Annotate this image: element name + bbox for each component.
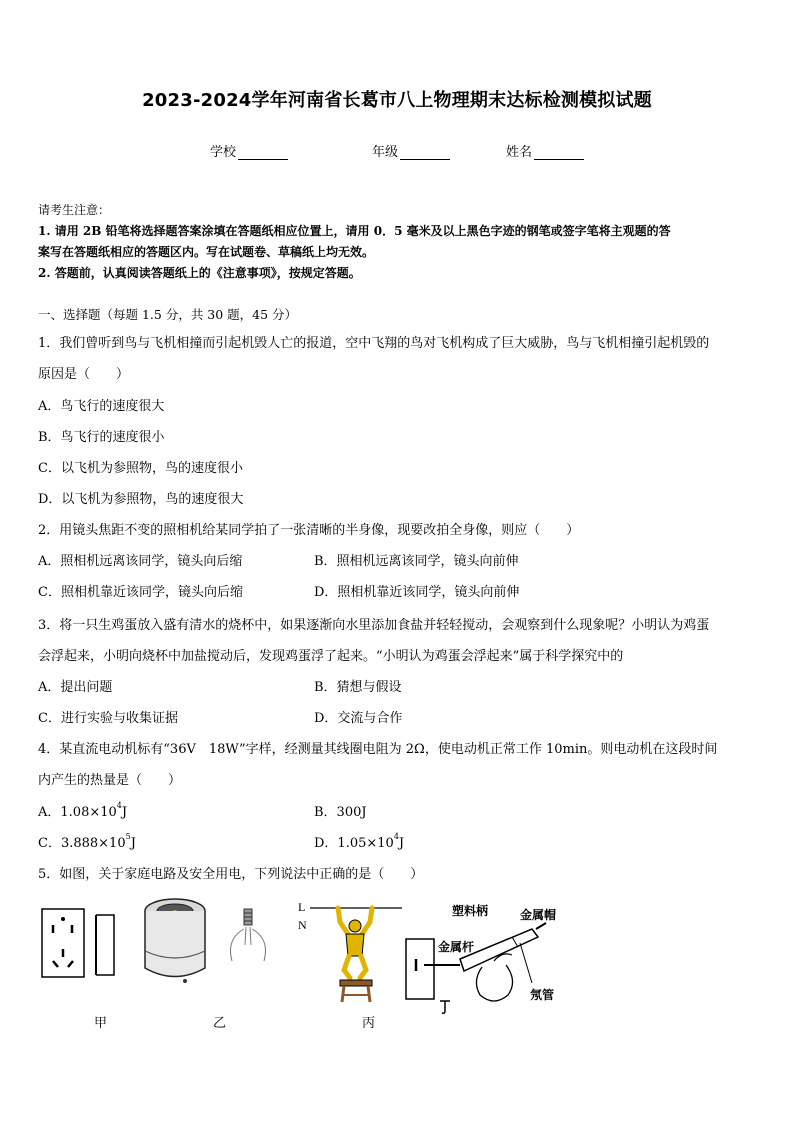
school-blank[interactable] (238, 145, 288, 160)
q4-option-a[interactable] (38, 801, 127, 820)
q4-c-text: C．3.888×10 (38, 836, 126, 851)
student-info-row (0, 141, 794, 163)
name-field[interactable] (506, 141, 584, 160)
person-legs (344, 956, 366, 978)
notice-block (38, 200, 758, 284)
q1-option-c[interactable]: C．以飞机为参照物，鸟的速度很小 (38, 461, 243, 476)
person-left-arm (338, 908, 348, 934)
person-right-arm (362, 908, 372, 934)
section-heading: 一、选择题（每题 1.5 分，共 30 题，45 分） (38, 307, 298, 322)
lamp-holder-screw (183, 979, 187, 983)
q3-stem-b: 会浮起来，小明向烧杯中加盐搅动后，发现鸡蛋浮了起来。“小明认为鸡蛋会浮起来”属于科学探究中的 (38, 649, 624, 664)
socket-figure (38, 905, 122, 981)
q3-option-b[interactable]: B．猜想与假设 (314, 680, 402, 695)
switch-outline (96, 915, 114, 975)
socket-dot (61, 917, 65, 921)
q4-stem-b: 内产生的热量是（ ） (38, 773, 182, 788)
q3-option-d[interactable]: D．交流与合作 (314, 711, 403, 726)
figure-label-jia: 甲 (94, 1016, 108, 1031)
pen-label-metal-rod: 金属杆 (438, 940, 475, 954)
q4-c-exp: 5 (125, 832, 131, 841)
q1-stem-b: 原因是（ ） (38, 367, 130, 382)
q3-option-c[interactable]: C．进行实验与收集证据 (38, 711, 178, 726)
q1-option-b[interactable]: B．鸟飞行的速度很小 (38, 430, 165, 445)
grade-blank[interactable] (400, 145, 450, 160)
q4-a-exp: 4 (116, 801, 122, 810)
person-body (346, 934, 364, 956)
grade-label: 年级 (372, 145, 399, 160)
person-stool-figure (310, 900, 405, 1005)
q2-option-c[interactable]: C．照相机靠近该同学，镜头向后缩 (38, 585, 243, 600)
notice-item-1b: 案写在答题纸相应的答题区内。写在试题卷、草稿纸上均无效。 (38, 245, 375, 259)
q2-stem: 2．用镜头焦距不变的照相机给某同学拍了一张清晰的半身像，现要改拍全身像，则应（ ） (38, 523, 580, 538)
pen-label-metal-cap: 金属帽 (520, 908, 557, 922)
lamp-holder-body (145, 911, 205, 977)
q4-a-unit: J (121, 805, 128, 820)
bulb-filament-right (250, 927, 251, 945)
q2-option-a[interactable]: A．照相机远离该同学，镜头向后缩 (38, 554, 243, 569)
wire-label-n: N (298, 918, 307, 932)
q4-d-exp: 4 (393, 832, 399, 841)
bulb-filament-left (245, 927, 246, 945)
pen-label-plastic: 塑料柄 (452, 904, 489, 918)
q4-c-unit: J (130, 836, 136, 851)
bulb-glass (231, 929, 266, 961)
person-head (349, 920, 361, 932)
name-blank[interactable] (534, 145, 584, 160)
pen-socket-plate (406, 939, 434, 999)
q2-option-b[interactable]: B．照相机远离该同学，镜头向前伸 (314, 554, 519, 569)
pen-tube-pointer (520, 943, 532, 983)
pen-cap (536, 923, 546, 929)
q4-stem-a: 4．某直流电动机标有“36V 18W”字样，经测量其线圈电阻为 2Ω，使电动机正常工作 10min。则电动机在这段时间 (38, 742, 718, 757)
test-pen-figure (402, 915, 572, 1015)
q5-stem: 5．如图，关于家庭电路及安全用电，下列说法中正确的是（ ） (38, 867, 424, 882)
figure-label-bing: 丙 (362, 1016, 376, 1031)
q4-a-text: A．1.08×10 (38, 805, 117, 820)
socket-slot-l2 (53, 961, 58, 967)
q2-option-d[interactable]: D．照相机靠近该同学，镜头向前伸 (314, 585, 520, 600)
q4-option-c[interactable] (38, 832, 136, 851)
q1-option-a[interactable]: A．鸟飞行的速度很大 (38, 399, 165, 414)
q3-stem-a: 3．将一只生鸡蛋放入盛有清水的烧杯中，如果逐渐向水里添加食盐并轻轻搅动，会观察到什么现象呢？小明认为鸡蛋 (38, 618, 710, 633)
notice-item-1a: 1. 请用 2B 铅笔将选择题答案涂填在答题纸相应位置上，请用 0．5 毫米及以上黑色字迹的钢笔或签字笔将主观题的答 (38, 224, 671, 238)
grade-field[interactable] (372, 141, 450, 160)
page-title: 2023-2024学年河南省长葛市八上物理期末达标检测模拟试题 (142, 90, 652, 111)
wire-label-l: L (298, 900, 306, 914)
lamp-holder-figure (140, 893, 280, 993)
q4-option-b[interactable]: B．300J (314, 805, 367, 820)
school-field[interactable] (210, 141, 288, 160)
hand-outline (476, 965, 512, 1001)
q1-stem-a: 1．我们曾听到鸟与飞机相撞而引起机毁人亡的报道，空中飞翔的鸟对飞机构成了巨大威胁，鸟与飞机相撞引起机毁的 (38, 336, 710, 351)
figure-label-yi: 乙 (213, 1016, 227, 1031)
school-label: 学校 (210, 145, 237, 160)
notice-item-2: 2. 答题前，认真阅读答题纸上的《注意事项》，按规定答题。 (38, 266, 361, 280)
q4-d-text: D．1.05×10 (314, 836, 394, 851)
q4-d-unit: J (398, 836, 405, 851)
q3-option-a[interactable]: A．提出问题 (38, 680, 113, 695)
q1-option-d[interactable]: D．以飞机为参照物，鸟的速度很大 (38, 492, 244, 507)
figure-ding-mark (440, 1001, 450, 1013)
stool-seat (340, 980, 372, 986)
name-label: 姓名 (506, 145, 533, 160)
socket-slot-r2 (68, 961, 73, 967)
notice-heading: 请考生注意： (38, 203, 111, 217)
q4-option-d[interactable] (314, 832, 404, 851)
pen-label-tube: 氖管 (530, 988, 555, 1002)
